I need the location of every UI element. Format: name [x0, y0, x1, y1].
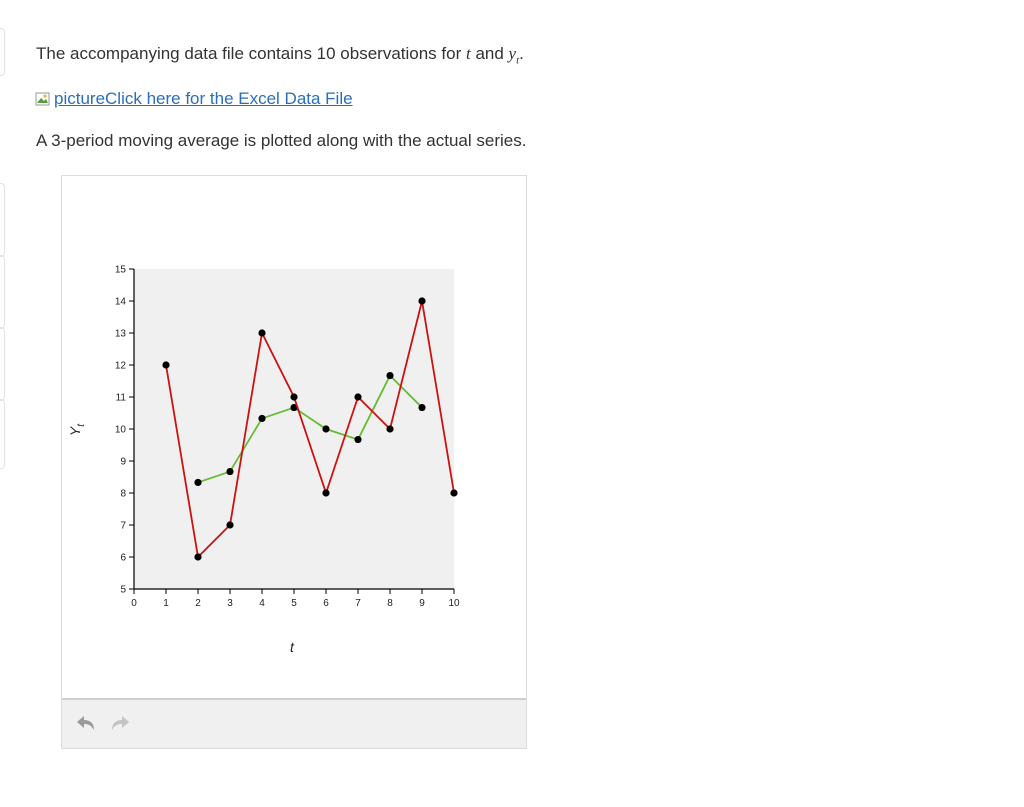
redo-icon: [106, 712, 132, 736]
broken-image-icon: [35, 91, 51, 107]
data-point[interactable]: [386, 425, 393, 432]
x-tick-label: 7: [355, 598, 361, 609]
data-point[interactable]: [258, 329, 265, 336]
data-point[interactable]: [290, 393, 297, 400]
moving-average-chart: [62, 176, 526, 696]
data-point[interactable]: [194, 479, 201, 486]
y-tick-label: 13: [114, 328, 126, 340]
y-tick-label: 15: [114, 264, 126, 276]
left-edge-tab-4: [0, 327, 5, 401]
y-tick-label: 6: [120, 552, 126, 564]
y-tick-label: 12: [114, 360, 126, 372]
description-text: A 3-period moving average is plotted along with the actual series.: [36, 131, 527, 150]
x-tick-label: 8: [387, 598, 393, 609]
left-edge-tab-2: [0, 183, 5, 257]
chart-toolbar: [62, 698, 526, 748]
x-tick-label: 3: [227, 598, 233, 609]
x-tick-label: 2: [195, 598, 201, 609]
x-axis-label: t: [290, 639, 294, 655]
y-t-symbol: [508, 44, 520, 67]
y-tick-label: 14: [114, 296, 126, 308]
data-point[interactable]: [258, 415, 265, 422]
undo-icon: [74, 712, 100, 736]
data-point[interactable]: [194, 553, 201, 560]
intro-text: [36, 44, 524, 66]
x-tick-label: 1: [163, 598, 169, 609]
undo-button[interactable]: [74, 712, 100, 736]
left-edge-tab-5: [0, 399, 5, 469]
x-tick-label: 10: [448, 598, 460, 609]
data-point[interactable]: [226, 521, 233, 528]
y-tick-label: 10: [114, 424, 126, 436]
y-letter: y: [508, 44, 517, 63]
intro-text-end: .: [519, 44, 524, 63]
data-point[interactable]: [354, 393, 361, 400]
y-tick-label: 7: [120, 520, 126, 532]
data-point[interactable]: [418, 297, 425, 304]
t-symbol: t: [465, 44, 471, 63]
left-edge-tab-3: [0, 255, 5, 329]
y-axis-label: [67, 423, 87, 436]
x-tick-label: 5: [291, 598, 297, 609]
y-tick-label: 5: [120, 584, 126, 596]
x-tick-label: 0: [131, 598, 137, 609]
x-tick-label: 4: [259, 598, 265, 609]
data-point[interactable]: [322, 489, 329, 496]
chart-panel: [61, 175, 527, 749]
data-point[interactable]: [450, 489, 457, 496]
data-point[interactable]: [418, 404, 425, 411]
x-tick-label: 9: [419, 598, 425, 609]
y-tick-label: 11: [115, 392, 126, 404]
redo-button[interactable]: [106, 712, 132, 736]
y-tick-label: 9: [120, 456, 126, 468]
data-point[interactable]: [354, 436, 361, 443]
y-axis-label-sub: t: [76, 423, 87, 427]
x-tick-label: 6: [323, 598, 329, 609]
data-point[interactable]: [162, 361, 169, 368]
link-alt-text: picture: [54, 89, 106, 108]
left-edge-tab-1: [0, 28, 5, 76]
intro-text-before: The accompanying data file contains 10 observations for: [36, 44, 466, 63]
y-tick-label: 8: [120, 488, 126, 500]
intro-text-and: and: [470, 44, 509, 63]
plot-area: [134, 269, 454, 589]
y-subscript: t: [516, 54, 520, 67]
data-point[interactable]: [386, 372, 393, 379]
link-label: Click here for the Excel Data File: [105, 89, 353, 108]
y-axis-label-main: Y: [67, 426, 83, 437]
data-point[interactable]: [226, 468, 233, 475]
data-point[interactable]: [322, 425, 329, 432]
excel-data-file-link[interactable]: [35, 89, 353, 109]
